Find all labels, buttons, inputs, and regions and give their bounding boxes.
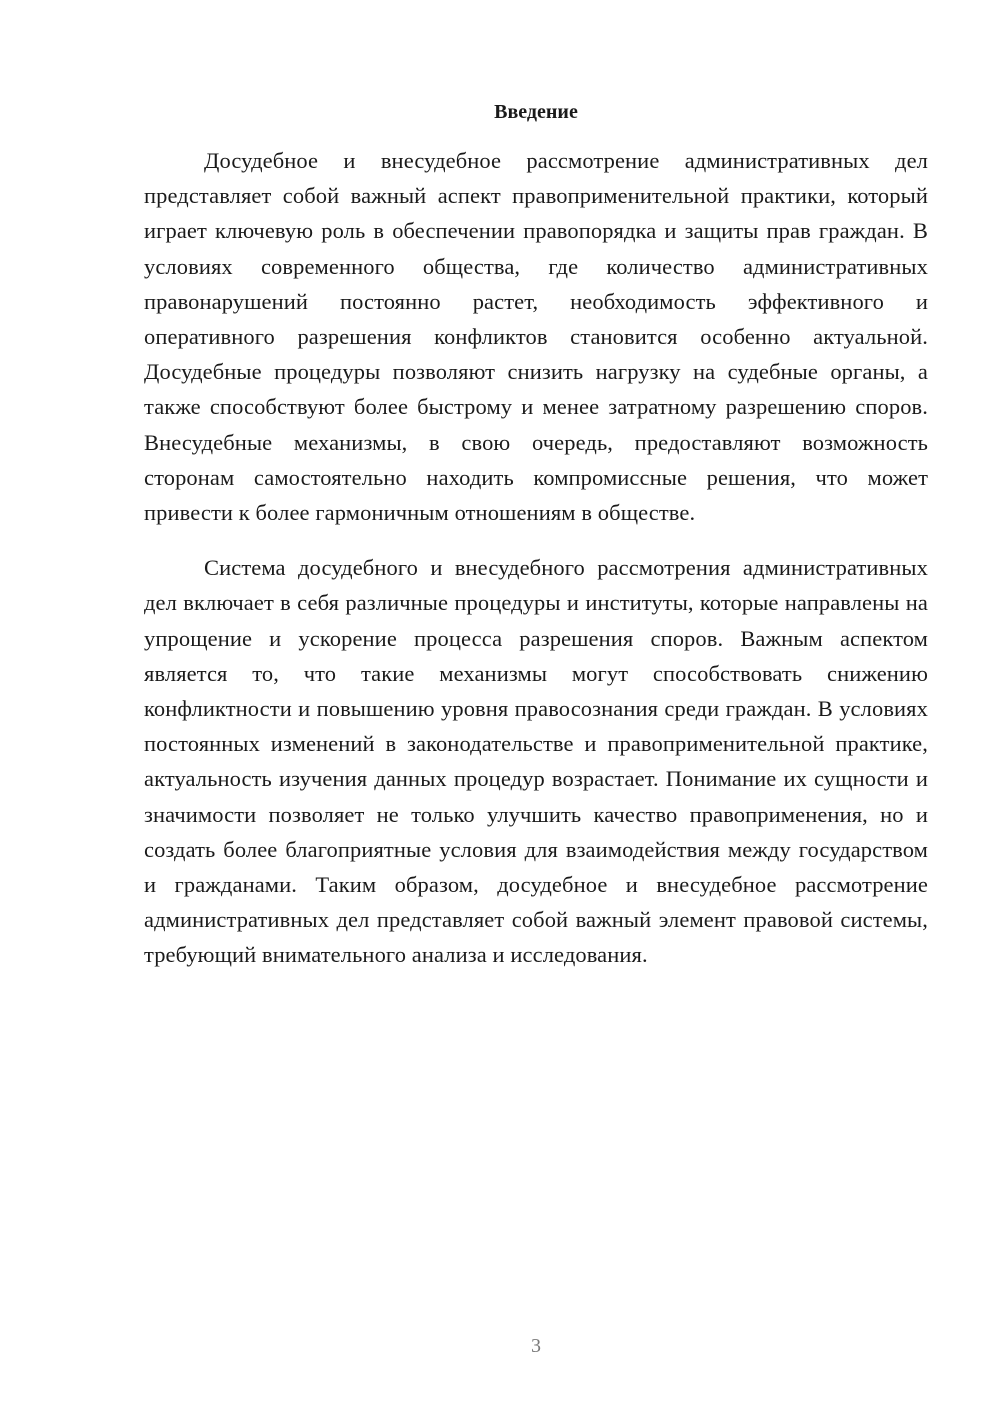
body-text <box>144 143 928 973</box>
paragraph-2: Система досудебного и внесудебного рассмотрения административных дел включает в себя различные процедуры и институты, которые направлены на упрощение и ускорение процесса разрешения споров. Важным аспектом является то, что такие механизмы могут способствовать снижению конфликтности и повышению уровня правосознания среди граждан. В условиях постоянных изменений в законодательстве и правоприменительной практике, актуальность изучения данных процедур возрастает. Понимание их сущности и значимости позволяет не только улучшить качество правоприменения, но и создать более благоприятные условия для взаимодействия между государством и гражданами. Таким образом, досудебное и внесудебное рассмотрение административных дел представляет собой важный элемент правовой системы, требующий внимательного анализа и исследования. <box>144 555 928 968</box>
section-heading: Введение <box>494 101 578 123</box>
page-number: 3 <box>531 1335 541 1357</box>
paragraph-1: Досудебное и внесудебное рассмотрение административных дел представляет собой важный аспект правоприменительной практики, который играет ключевую роль в обеспечении правопорядка и защиты прав граждан. В условиях современного общества, где количество административных правонарушений постоянно растет, необходимость эффективного и оперативного разрешения конфликтов становится особенно актуальной. Досудебные процедуры позволяют снизить нагрузку на судебные органы, а также способствуют более быстрому и менее затратному разрешению споров. Внесудебные механизмы, в свою очередь, предоставляют возможность сторонам самостоятельно находить компромиссные решения, что может привести к более гармоничным отношениям в обществе. <box>144 148 928 526</box>
